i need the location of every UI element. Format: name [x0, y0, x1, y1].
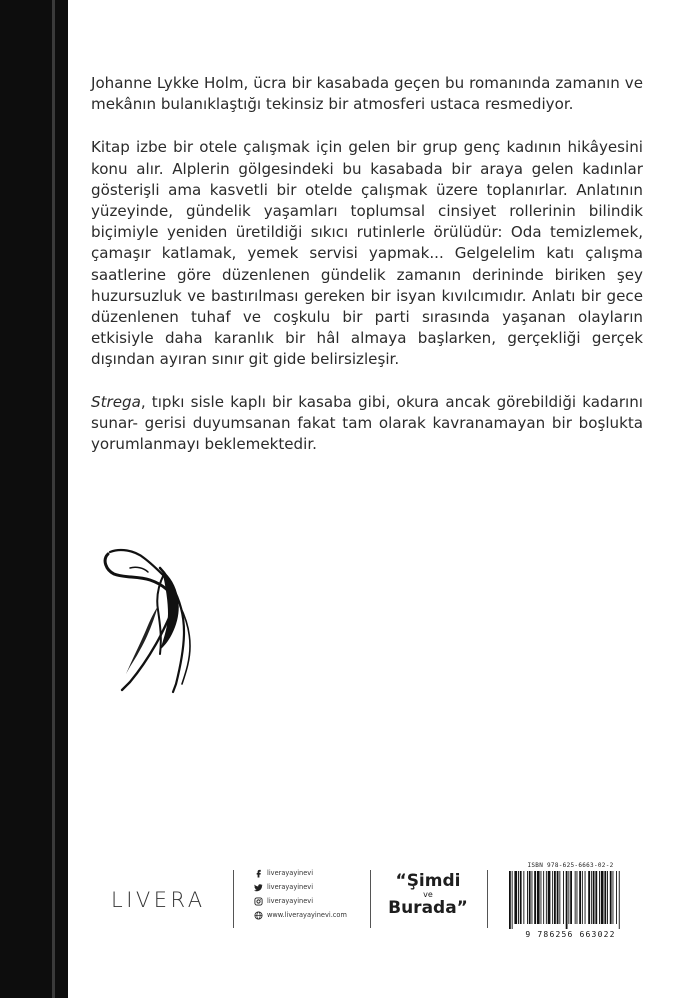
barcode-bar: [534, 871, 536, 924]
twitter-link[interactable]: [254, 880, 347, 894]
imprint-series-logo: [388, 872, 468, 917]
barcode-bar: [512, 871, 513, 929]
barcode-bar: [599, 871, 600, 924]
imprint-line-1: “Şimdi: [395, 871, 461, 891]
barcode-bar: [529, 871, 531, 924]
imprint-line-2: Burada”: [388, 898, 468, 918]
barcode-bar: [619, 871, 620, 929]
instagram-link[interactable]: [254, 894, 347, 908]
barcode-graphic: [509, 871, 632, 929]
blurb-paragraph-2: Kitap izbe bir otele çalışmak için gelen bir grup genç kadının hikâyesini konu alır. Alplerin gölgesindeki bu kasabada bir araya gelen kadınlar gösterişli ama kasvetli bir otelde çalışmak üzere toplanırlar. Anlatının yüzeyinde, gündelik yaşamları toplumsal cinsiyet rollerinin bilindik biçimiyle yeniden üretildiği sıkıcı rutinlerle örülüdür: Oda temizlemek, çamaşır katlamak, yemek servisi yapmak... Gelgelelim katı çalışma saatlerine göre düzenlenen gündelik zamanın derininde biriken şey huzursuzluk ve bastırılması gereken bir isyan kıvılcımıdır. Anlatı bir gece düzenlenen tuhaf ve coşkulu bir parti sırasında yaşanan olayların etkisiyle daha karanlık bir hâl almaya başlarken, gerçekliği gerçek dışından ayıran sınır git gide belirsizleşir.: [91, 138, 643, 369]
back-cover-blurb: [91, 73, 643, 476]
barcode-bar: [546, 871, 547, 924]
twitter-handle: liverayayinevi: [267, 883, 314, 891]
barcode-bar: [520, 871, 522, 924]
ink-ribbon-illustration: [100, 546, 210, 696]
twitter-icon: [254, 883, 263, 892]
barcode-bar: [595, 871, 597, 924]
facebook-link[interactable]: [254, 866, 347, 880]
book-title-italic: Strega: [91, 392, 141, 411]
barcode-bar: [601, 871, 604, 924]
barcode-bar: [543, 871, 544, 924]
divider-1: [233, 870, 234, 928]
barcode-bar: [585, 871, 586, 924]
website-link[interactable]: [254, 908, 347, 922]
instagram-icon: [254, 897, 263, 906]
barcode-bar: [552, 871, 553, 924]
spine-edge-line: [52, 0, 55, 998]
barcode-bar: [541, 871, 542, 924]
barcode-bar: [523, 871, 524, 924]
barcode-block: [509, 862, 632, 939]
globe-icon: [254, 911, 263, 920]
barcode-bar: [557, 871, 559, 924]
facebook-handle: liverayayinevi: [267, 869, 314, 877]
barcode-bar: [604, 871, 606, 924]
barcode-bar: [559, 871, 560, 924]
barcode-bar: [548, 871, 551, 924]
social-links: [254, 866, 347, 922]
instagram-handle: liverayayinevi: [267, 897, 314, 905]
barcode-bar: [532, 871, 533, 924]
publisher-logo: LIVERA: [111, 888, 206, 912]
barcode-bar: [518, 871, 519, 924]
barcode-number: 9 786256 663022: [525, 930, 616, 939]
facebook-icon: [254, 869, 263, 878]
blurb-paragraph-1: Johanne Lykke Holm, ücra bir kasabada geçen bu romanında zamanın ve mekânın bulanıklaştığı tekinsiz bir atmosferi ustaca resmediyor.: [91, 74, 643, 114]
divider-2: [370, 870, 371, 928]
barcode-bar: [582, 871, 583, 924]
barcode-bar: [607, 871, 608, 924]
barcode-bar: [579, 871, 581, 924]
divider-3: [487, 870, 488, 928]
barcode-bar: [554, 871, 556, 924]
barcode-bar: [577, 871, 578, 924]
barcode-bar: [593, 871, 595, 924]
book-spine: [0, 0, 68, 998]
barcode-bar: [514, 871, 517, 924]
isbn-text: ISBN 978-625-6663-02-2: [527, 862, 614, 869]
imprint-ve: ve: [423, 890, 433, 899]
blurb-paragraph-3: [91, 392, 643, 456]
website-url: www.liverayayinevi.com: [267, 911, 347, 919]
barcode-bar: [570, 871, 572, 924]
barcode-bar: [537, 871, 540, 924]
barcode-bar: [566, 871, 568, 929]
barcode-bar: [613, 871, 614, 924]
barcode-bar: [588, 871, 590, 924]
barcode-bar: [563, 871, 564, 924]
barcode-bar: [610, 871, 612, 924]
barcode-bar: [527, 871, 528, 924]
barcode-bar: [575, 871, 576, 924]
barcode-bar: [568, 871, 569, 924]
barcode-bar: [509, 871, 511, 929]
blurb-paragraph-3-text: , tıpkı sisle kaplı bir kasaba gibi, okura ancak görebildiği kadarını sunar- gerisi duyumsanan fakat tam olarak kavranamayan bir boşlukta yorumlanmayı beklemektedir.: [91, 392, 643, 454]
barcode-bar: [616, 871, 617, 924]
barcode-bar: [591, 871, 592, 924]
